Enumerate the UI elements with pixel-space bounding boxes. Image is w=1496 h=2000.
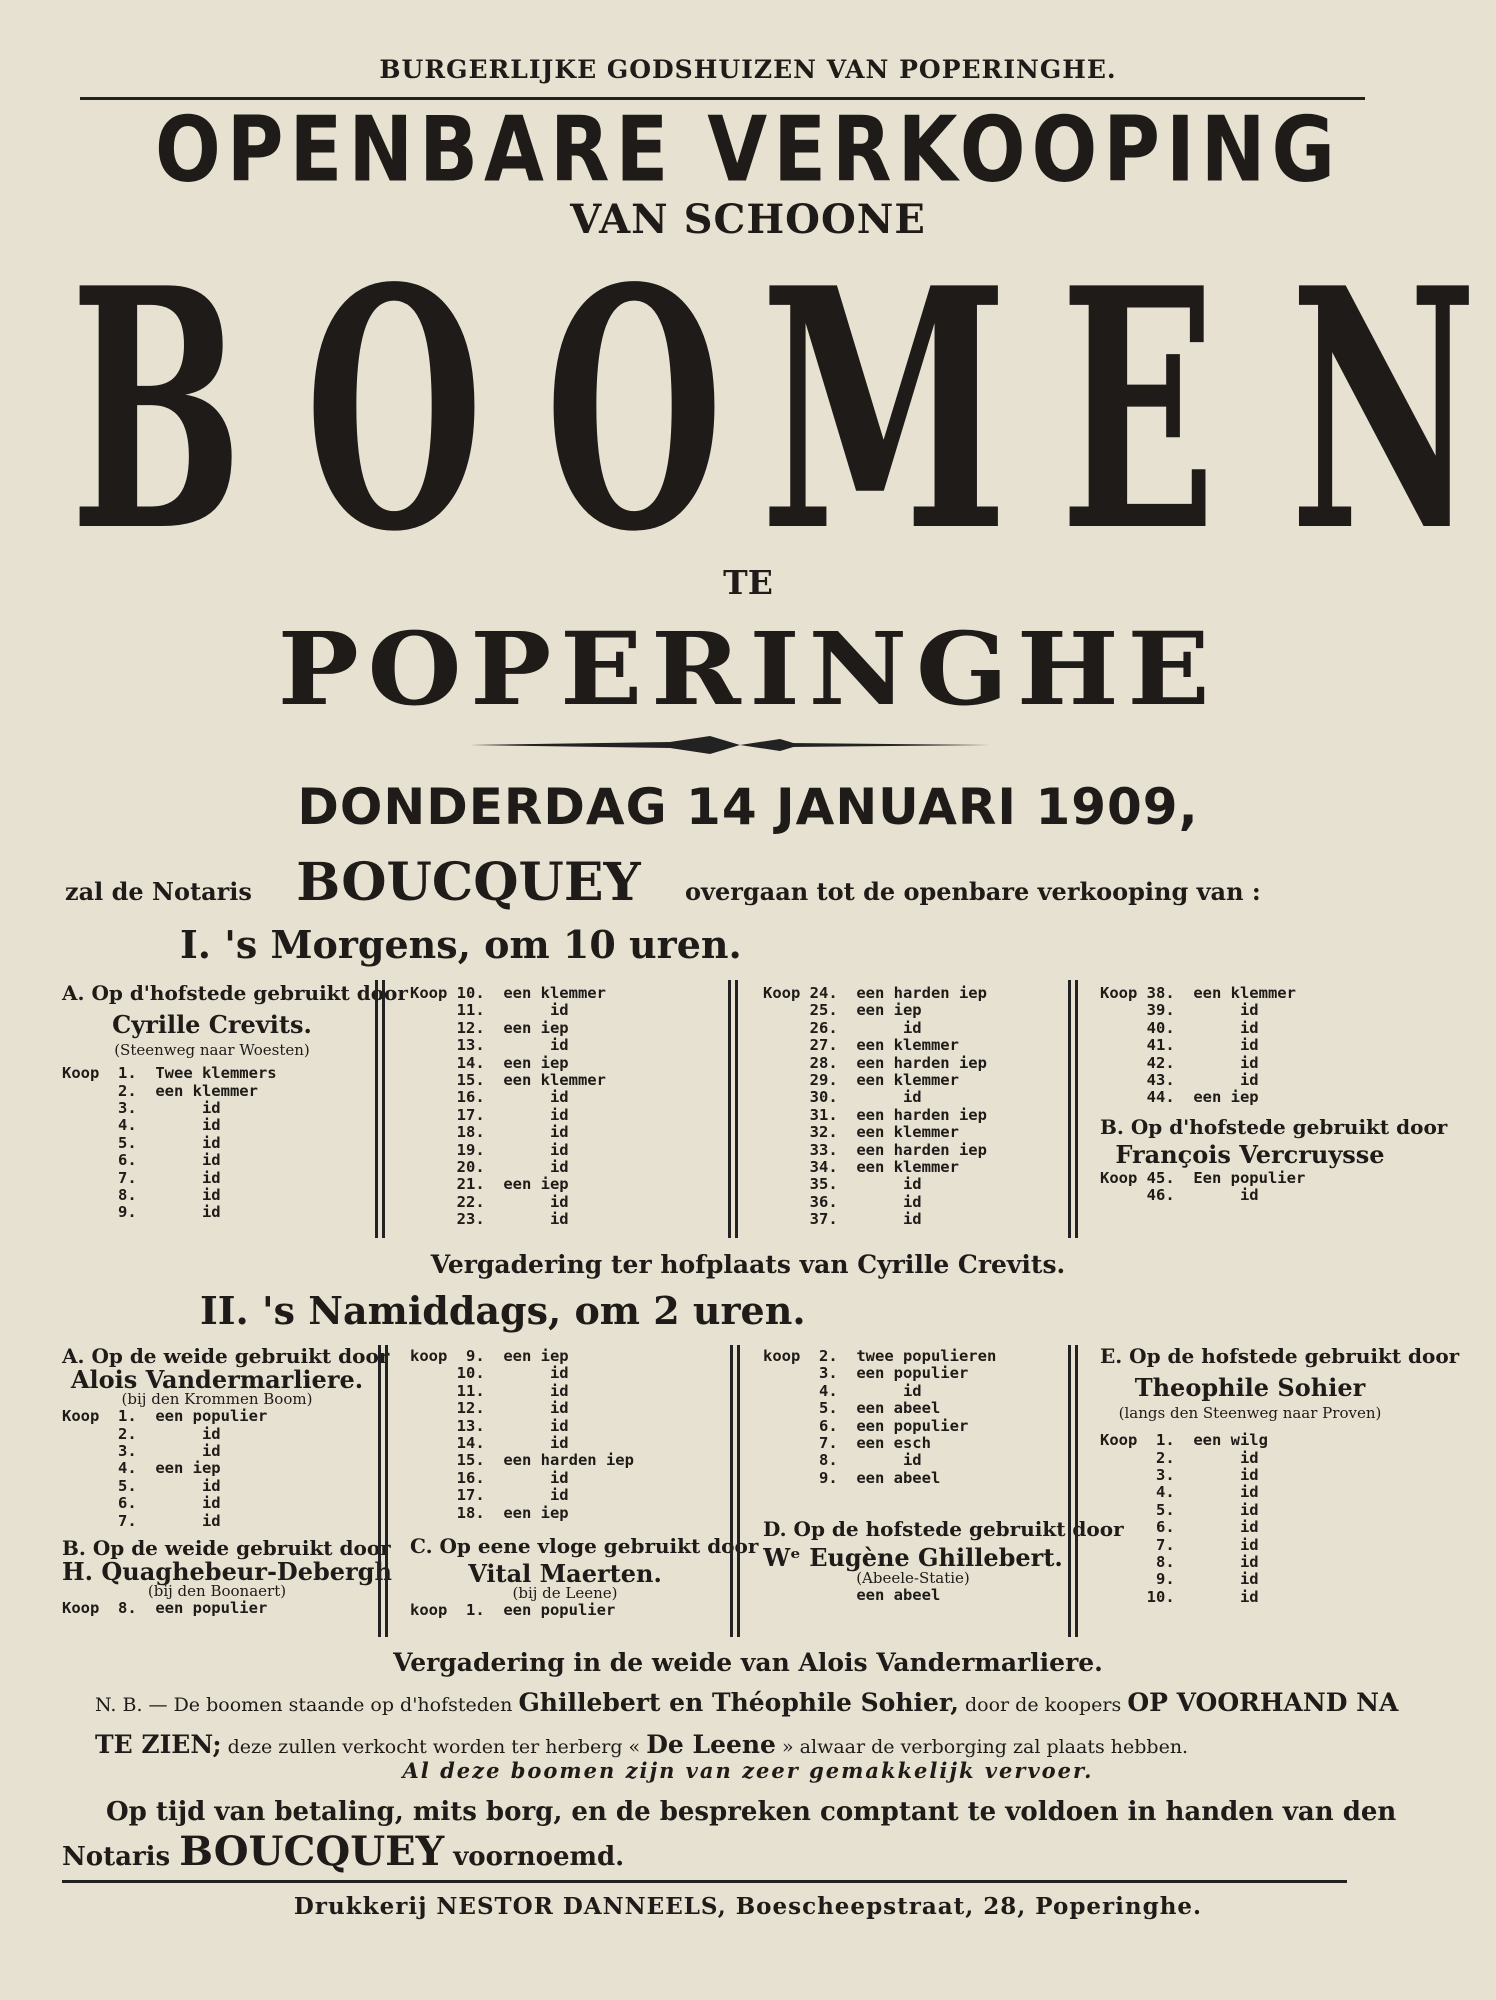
session-2-heading: II. 's Namiddags, om 2 uren.: [200, 1288, 806, 1333]
lot-line: Koop 38. een klemmer: [1100, 984, 1296, 1002]
s1a-sub: (Steenweg naar Woesten): [114, 1040, 310, 1059]
s2d-lots: [763, 1587, 1063, 1604]
separator: [378, 1345, 388, 1637]
s2d-sub: (Abeele-Statie): [856, 1569, 970, 1588]
lot-line: 7. id: [62, 1511, 221, 1530]
lot-line: koop 2. twee populieren: [763, 1347, 997, 1365]
lot-line: 2. id: [1100, 1448, 1259, 1467]
separator: [730, 1345, 740, 1637]
lot-line: 16. id: [410, 1088, 569, 1107]
title-line1: OPENBARE VERKOOPING: [155, 97, 1341, 203]
lot-line: een abeel: [763, 1586, 941, 1605]
transport-note: Al deze boomen zijn van zeer gemakkelijk vervoer.: [402, 1758, 1094, 1783]
intro-pre: zal de Notaris: [65, 877, 252, 906]
lot-line: Koop 1. Twee klemmers: [62, 1064, 277, 1083]
lot-line: 5. een abeel: [763, 1399, 941, 1418]
lot-line: 3. id: [62, 1099, 221, 1118]
lot-line: 3. een populier: [763, 1364, 969, 1383]
intro-post: overgaan tot de openbare verkooping van :: [685, 877, 1261, 906]
separator: [1068, 1345, 1078, 1637]
s2b-name: H. Quaghebeur-Debergh: [62, 1557, 392, 1587]
s1d-name: François Vercruysse: [1115, 1140, 1385, 1170]
lot-line: 12. id: [410, 1399, 569, 1418]
lot-line: 35. id: [763, 1175, 922, 1194]
s2c-name: Vital Maerten.: [468, 1559, 662, 1589]
lot-line: 8. id: [763, 1451, 922, 1470]
lot-line: 23. id: [410, 1210, 569, 1229]
lot-line: 5. id: [1100, 1500, 1259, 1519]
lot-line: Koop 10. een klemmer: [410, 984, 606, 1002]
lot-line: 37. id: [763, 1210, 922, 1229]
lot-line: 17. id: [410, 1105, 569, 1124]
lot-line: Koop 24. een harden iep: [763, 984, 987, 1002]
lot-line: 13. id: [410, 1416, 569, 1435]
lot-line: 18. id: [410, 1123, 569, 1142]
main-word-letter: O: [305, 216, 484, 604]
lot-line: 12. een iep: [410, 1018, 569, 1037]
lot-line: 46. id: [1100, 1186, 1259, 1205]
nota-bene: [95, 1683, 1425, 1767]
s1d-title: B. Op d'hofstede gebruikt door: [1100, 1114, 1448, 1139]
nb-part4: OP VOORHAND NA TE ZIEN;: [95, 1688, 1399, 1759]
s1-col-a: [62, 981, 408, 1222]
intro-line: [65, 852, 1445, 913]
s1a-name: Cyrille Crevits.: [112, 1010, 312, 1040]
separator: [1068, 980, 1078, 1238]
lot-line: 16. id: [410, 1468, 569, 1487]
lot-line: Koop 1. een populier: [62, 1407, 268, 1426]
lot-line: 4. id: [1100, 1483, 1259, 1502]
lot-line: 2. een klemmer: [62, 1081, 258, 1100]
lot-line: 8. id: [62, 1186, 221, 1205]
main-word-letter: E: [1060, 216, 1216, 604]
lot-line: 15. een klemmer: [410, 1071, 606, 1090]
notary-name: BOUCQUEY: [296, 852, 641, 913]
s2a-sub: (bij den Krommen Boom): [121, 1389, 313, 1408]
lot-line: 28. een harden iep: [763, 1053, 987, 1072]
lot-line: 5. id: [62, 1476, 221, 1495]
nb-part5: deze zullen verkocht worden ter herberg «: [227, 1736, 641, 1758]
lot-line: 14. id: [410, 1434, 569, 1453]
separator: [728, 980, 738, 1238]
lot-line: Koop 45. Een populier: [1100, 1168, 1306, 1187]
lot-line: 42. id: [1100, 1053, 1259, 1072]
lot-line: 34. een klemmer: [763, 1158, 959, 1177]
s1a-lots: [62, 1065, 362, 1222]
lot-line: 8. id: [1100, 1553, 1259, 1572]
nb-part3: door de koopers: [965, 1694, 1122, 1716]
lot-line: 6. id: [1100, 1518, 1259, 1537]
s2b-sub: (bij den Boonaert): [147, 1581, 287, 1600]
printer-line: Drukkerij NESTOR DANNEELS, Boescheepstraat, 28, Poperinghe.: [293, 1893, 1203, 1920]
s2c-title: C. Op eene vloge gebruikt door: [410, 1534, 759, 1559]
lot-line: 30. id: [763, 1088, 922, 1107]
s1a-title: A. Op d'hofstede gebruikt door: [62, 981, 408, 1005]
s2-col-c: [763, 1347, 1124, 1605]
lot-line: 6. id: [62, 1151, 221, 1170]
header-institution: BURGERLIJKE GODSHUIZEN VAN POPERINGHE.: [379, 55, 1117, 84]
lot-line: 11. id: [410, 1001, 569, 1020]
lot-line: 40. id: [1100, 1018, 1259, 1037]
s1b-lots: [410, 985, 710, 1229]
s2e-name: Theophile Sohier: [1134, 1373, 1366, 1403]
lot-line: koop 9. een iep: [410, 1347, 569, 1365]
lot-line: 4. id: [763, 1381, 922, 1400]
lot-line: 25. een iep: [763, 1001, 922, 1020]
lot-line: 41. id: [1100, 1036, 1259, 1055]
lot-line: 6. een populier: [763, 1416, 969, 1435]
s2b-lots: [62, 1600, 372, 1617]
town-name: POPERINGHE: [277, 610, 1219, 728]
lot-line: 7. id: [1100, 1535, 1259, 1554]
s2e-lots: [1100, 1432, 1400, 1606]
lot-line: 11. id: [410, 1381, 569, 1400]
lot-line: 44. een iep: [1100, 1088, 1259, 1107]
s2b-title: B. Op de weide gebruikt door: [62, 1536, 391, 1561]
session-1-heading: I. 's Morgens, om 10 uren.: [180, 922, 742, 967]
lot-line: 31. een harden iep: [763, 1105, 987, 1124]
lot-line: 3. id: [62, 1442, 221, 1461]
nb-part6: De Leene: [646, 1730, 776, 1759]
lot-line: 20. id: [410, 1158, 569, 1177]
te-word: TE: [723, 563, 773, 602]
pay-notary: BOUCQUEY: [179, 1828, 445, 1875]
s2c-lots: [410, 1602, 720, 1619]
lot-line: 43. id: [1100, 1071, 1259, 1090]
nb-part7: » alwaar de verborging zal plaats hebben.: [782, 1736, 1189, 1758]
lot-line: 9. id: [1100, 1570, 1259, 1589]
lot-line: 39. id: [1100, 1001, 1259, 1020]
s1-col-d: [1100, 984, 1448, 1205]
s2c-col-lots: [763, 1348, 1063, 1487]
separator: [375, 980, 385, 1238]
lot-line: 33. een harden iep: [763, 1140, 987, 1159]
lot-line: 27. een klemmer: [763, 1036, 959, 1055]
lot-line: 29. een klemmer: [763, 1071, 959, 1090]
lot-line: 19. id: [410, 1140, 569, 1159]
lot-line: 9. een abeel: [763, 1468, 941, 1487]
lot-line: 15. een harden iep: [410, 1451, 634, 1470]
s2a-title: A. Op de weide gebruikt door: [62, 1344, 390, 1368]
s2a-name: Alois Vandermarliere.: [70, 1365, 364, 1395]
arrow-ornament: [470, 730, 990, 760]
pay-part1: Op tijd van betaling, mits borg, en de bespreken comptant te voldoen in handen van den Notaris: [62, 1797, 1397, 1872]
main-word-letter: O: [545, 216, 724, 604]
sale-date: DONDERDAG 14 JANUARI 1909,: [297, 778, 1199, 836]
lot-line: 21. een iep: [410, 1175, 569, 1194]
s2e-sub: (langs den Steenweg naar Proven): [1118, 1403, 1382, 1422]
main-word-letter: B: [70, 216, 243, 604]
s2-col-a: [62, 1344, 392, 1618]
lot-line: 4. id: [62, 1116, 221, 1135]
s1-col-c: [763, 985, 1063, 1229]
main-word-letter: N: [1290, 216, 1478, 604]
lot-line: 18. een iep: [410, 1503, 569, 1522]
lot-line: 10. id: [1100, 1587, 1259, 1606]
s2-col-d: [1100, 1344, 1460, 1606]
lot-line: 2. id: [62, 1424, 221, 1443]
lot-line: 26. id: [763, 1018, 922, 1037]
pay-part3: voornoemd.: [453, 1842, 625, 1872]
nb-part1: N. B. — De boomen staande op d'hofsteden: [95, 1694, 513, 1716]
lot-line: Koop 8. een populier: [62, 1599, 268, 1618]
lot-line: koop 1. een populier: [410, 1601, 616, 1620]
s2d-name: Wᵉ Eugène Ghillebert.: [763, 1542, 1063, 1572]
lot-line: Koop 1. een wilg: [1100, 1431, 1268, 1450]
lot-line: 32. een klemmer: [763, 1123, 959, 1142]
s1d-lots2: [1100, 1170, 1400, 1205]
s1d-lots: [1100, 985, 1400, 1107]
lot-line: 7. een esch: [763, 1434, 931, 1453]
s2a-lots: [62, 1408, 372, 1530]
lot-line: 9. id: [62, 1203, 221, 1222]
s1c-lots: [763, 985, 1063, 1229]
lot-line: 22. id: [410, 1192, 569, 1211]
s2b-col-lots: [410, 1348, 720, 1522]
title-line2: VAN SCHOONE: [570, 196, 926, 243]
lot-line: 36. id: [763, 1192, 922, 1211]
assembly-2: Vergadering in de weide van Alois Vandermarliere.: [393, 1648, 1103, 1677]
lot-line: 3. id: [1100, 1466, 1259, 1485]
assembly-1: Vergadering ter hofplaats van Cyrille Crevits.: [430, 1250, 1066, 1279]
lot-line: 5. id: [62, 1133, 221, 1152]
lot-line: 13. id: [410, 1036, 569, 1055]
payment-terms: [62, 1792, 1452, 1877]
lot-line: 14. een iep: [410, 1053, 569, 1072]
s2e-title: E. Op de hofstede gebruikt door: [1100, 1344, 1460, 1368]
s2d-title: D. Op de hofstede gebruikt door: [763, 1517, 1124, 1542]
main-word-letter: M: [760, 216, 1009, 604]
s1-col-b: [410, 985, 710, 1229]
bottom-rule: [62, 1880, 1347, 1883]
lot-line: 7. id: [62, 1168, 221, 1187]
lot-line: 10. id: [410, 1364, 569, 1383]
s2c-sub: (bij de Leene): [512, 1583, 618, 1602]
lot-line: 17. id: [410, 1486, 569, 1505]
s2-col-b: [410, 1347, 759, 1620]
lot-line: 4. een iep: [62, 1459, 221, 1478]
lot-line: 6. id: [62, 1494, 221, 1513]
nb-part2: Ghillebert en Théophile Sohier,: [518, 1688, 959, 1717]
